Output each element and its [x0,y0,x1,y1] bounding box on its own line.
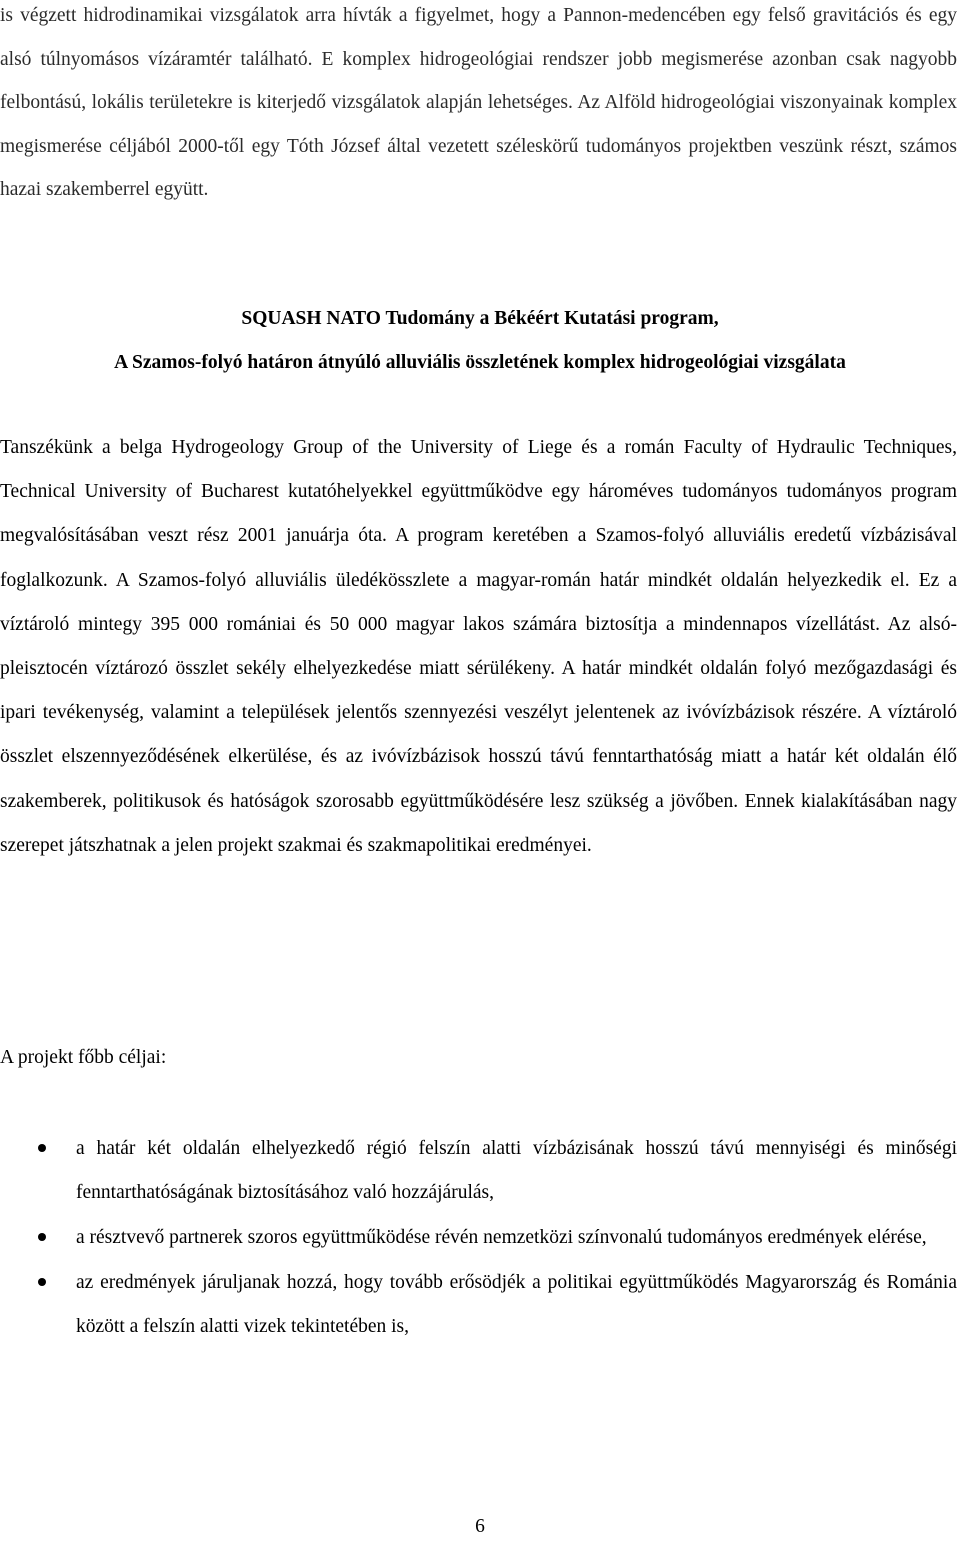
project-paragraph: Tanszékünk a belga Hydrogeology Group of the University of Liege és a román Faculty of Hydraulic Techniques, Technical University of Bucharest kutatóhelyekkel együttműködve egy hároméves tudományos tudományos program megvalósításában veszt rész 2001 januárja óta. A program keretében a Szamos-folyó alluviális eredetű vízbázisával foglalkozunk. A Szamos-folyó alluviális üledékösszlete a magyar-román határ mindkét oldalán helyezkedik el. Ez a víztároló mintegy 395 000 romániai és 50 000 magyar lakos számára biztosítja a mindennapos vízellátást. Az alsó-pleisztocén víztározó összlet sekély elhelyezkedése miatt sérülékeny. A határ mindkét oldalán folyó mezőgazdasági és ipari tevékenység, valamint a települések jelentős szennyezési veszélyt jelentenek az ivóvízbázisok részére. A víztároló összlet elszennyeződésének elkerülése, és az ivóvízbázisok hosszú távú fenntarthatóság miatt a határ két oldalán élő szakemberek, politikusok és hatóságok szorosabb együttműködésére lesz szükség a jövőben. Ennek kialakításában nagy szerepet játszhatnak a jelen projekt szakmai és szakmapolitikai eredményei. [0,437,957,856]
goal-text: az eredmények járuljanak hozzá, hogy tovább erősödjék a politikai együttműködés Magyarország és Románia között a felszín alatti vizek tekintetében is, [76,1272,957,1337]
list-item [0,1127,957,1215]
list-item [0,1216,957,1260]
bullet-icon [38,1144,46,1152]
project-heading-line-1: SQUASH NATO Tudomány a Békéért Kutatási program, [241,308,719,329]
list-item [0,1261,957,1349]
bullet-icon [38,1278,46,1286]
goal-text: a résztvevő partnerek szoros együttműködése révén nemzetközi színvonalú tudományos eredmények elérése, [76,1227,927,1248]
project-heading-line-2: A Szamos-folyó határon átnyúló alluviális összletének komplex hidrogeológiai vizsgálata [114,352,846,373]
goals-list [0,1127,957,1350]
goal-text: a határ két oldalán elhelyezkedő régió felszín alatti vízbázisának hosszú távú mennyiségi és minőségi fenntarthatóságának biztosításához való hozzájárulás, [76,1138,957,1203]
bullet-icon [38,1233,46,1241]
goals-title: A projekt főbb céljai: [0,1047,167,1068]
page-number: 6 [475,1516,485,1537]
intro-paragraph: is végzett hidrodinamikai vizsgálatok arra hívták a figyelmet, hogy a Pannon-medencében egy felső gravitációs és egy alsó túlnyomásos vízáramtér található. E komplex hidrogeológiai rendszer jobb megismerése azonban csak nagyobb felbontású, lokális területekre is kiterjedő vizsgálatok alapján lehetséges. Az Alföld hidrogeológiai viszonyainak komplex megismerése céljából 2000-től egy Tóth József által vezetett széleskörű tudományos projektben veszünk részt, számos hazai szakemberrel együtt. [0,5,957,201]
